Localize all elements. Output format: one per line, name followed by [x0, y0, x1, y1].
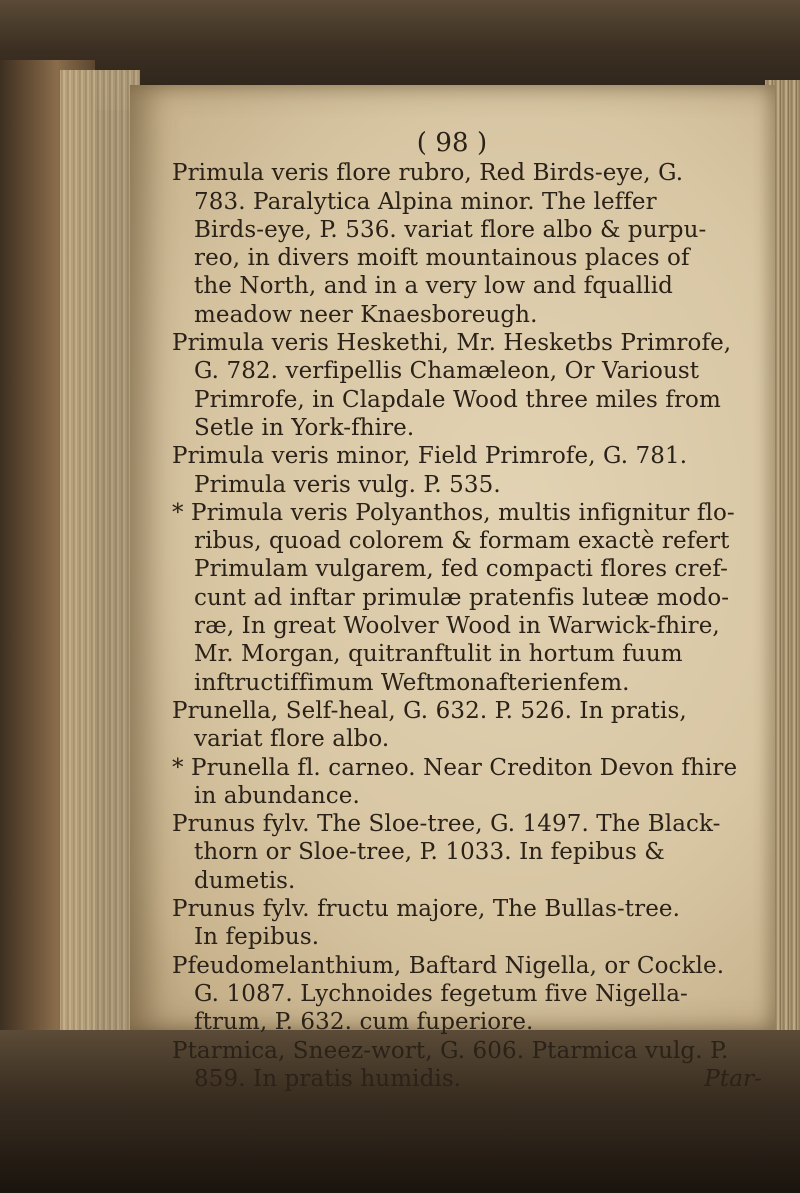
text-line: Mr. Morgan, quitranftulit in hortum fuum [194, 641, 683, 668]
text-line: Birds-eye, P. 536. variat flore albo & purpu- [194, 216, 707, 243]
text-line: inftructiffimum Weftmonafterienfem. [194, 669, 630, 696]
text-line: In fepibus. [194, 924, 320, 951]
text-line: ribus, quoad colorem & formam exactè refert [194, 528, 730, 555]
text-line: G. 782. verfipellis Chamæleon, Or Varioust [194, 358, 700, 385]
last-line-row [172, 1065, 772, 1093]
text-line: ftrum, P. 632. cum fuperiore. [194, 1009, 534, 1036]
page-edges-left [60, 70, 140, 1110]
text-line: Primula veris minor, Field Primrofe, G. 781. [172, 443, 688, 470]
text-line: variat flore albo. [194, 726, 390, 753]
text-line: Prunus fylv. The Sloe-tree, G. 1497. The Black- [172, 811, 721, 838]
last-line: 859. In pratis humidis. [194, 1065, 462, 1092]
text-line: thorn or Sloe-tree, P. 1033. In fepibus & [194, 839, 665, 866]
text-line: in abundance. [194, 782, 360, 809]
text-line: cunt ad inftar primulæ pratenfis luteæ modo- [194, 584, 730, 611]
text-line: Primula veris flore rubro, Red Birds-eye, G. [172, 160, 684, 187]
text-line: Primulam vulgarem, fed compacti flores cref- [194, 556, 728, 583]
text-line: Ptarmica, Sneez-wort, G. 606. Ptarmica vulg. P. [172, 1037, 729, 1064]
text-line: * Prunella fl. carneo. Near Crediton Devon fhire [172, 754, 738, 781]
text-line: dumetis. [194, 867, 296, 894]
text-line: ræ, In great Woolver Wood in Warwick-fhire, [194, 613, 720, 640]
text-line: Primula veris Heskethi, Mr. Hesketbs Primrofe, [172, 330, 732, 357]
text-line: Primrofe, in Clapdale Wood three miles from [194, 386, 721, 413]
text-line: Setle in York-fhire. [194, 414, 415, 441]
text-line: Primula veris vulg. P. 535. [194, 471, 501, 498]
page-text [172, 129, 772, 1093]
page-number: ( 98 ) [416, 128, 488, 158]
text-lines [172, 159, 772, 1065]
text-line: 783. Paralytica Alpina minor. The leffer [194, 188, 657, 215]
text-line: meadow neer Knaesboreugh. [194, 301, 538, 328]
text-line: Prunella, Self-heal, G. 632. P. 526. In pratis, [172, 697, 687, 724]
text-line: * Primula veris Polyanthos, multis infignitur flo- [172, 499, 735, 526]
text-line: Prunus fylv. fructu majore, The Bullas-tree. [172, 896, 681, 923]
text-line: reo, in divers moift mountainous places of [194, 245, 690, 272]
book-page [130, 85, 775, 1092]
catchword: Ptar- [704, 1065, 762, 1092]
text-line: G. 1087. Lychnoides fegetum five Nigella- [194, 980, 688, 1007]
text-line: Pfeudomelanthium, Baftard Nigella, or Cockle. [172, 952, 725, 979]
text-line: the North, and in a very low and fquallid [194, 273, 674, 300]
